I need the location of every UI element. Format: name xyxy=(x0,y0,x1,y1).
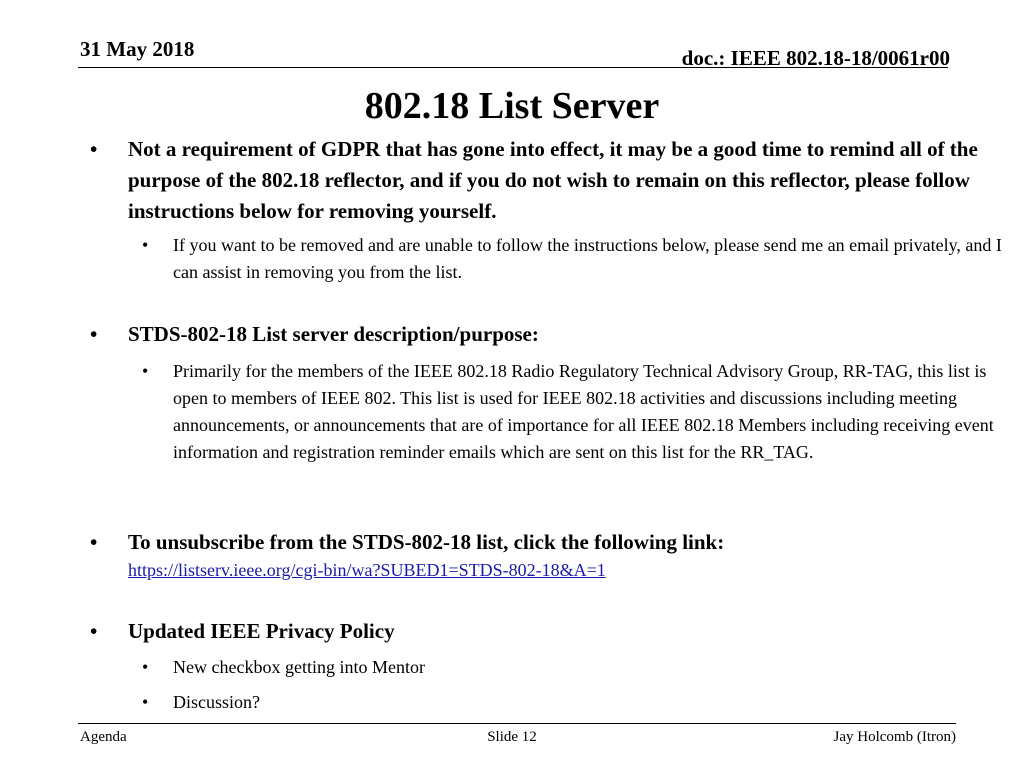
bullet-privacy-policy: Updated IEEE Privacy Policy xyxy=(128,619,395,643)
footer-author: Jay Holcomb (Itron) xyxy=(833,729,956,745)
sub-bullet-marker: • xyxy=(142,235,149,255)
slide-title: 802.18 List Server xyxy=(364,85,660,127)
bullet-list-description: STDS-802-18 List server description/purpose: xyxy=(128,322,539,346)
footer-left: Agenda xyxy=(80,729,127,745)
sub-bullet-marker: • xyxy=(142,657,149,677)
bullet-unsubscribe: To unsubscribe from the STDS-802-18 list, click the following link: xyxy=(128,530,725,554)
header-doc-id: doc.: IEEE 802.18-18/0061r00 xyxy=(681,46,950,70)
sub-bullet-marker: • xyxy=(142,361,149,381)
sub-bullet-list-purpose: Primarily for the members of the IEEE 802.18 Radio Regulatory Technical Advisory Group, RR-TAG, this list is open to members of IEEE 802. This list is used for IEEE 802.18 activities and discussions including meeting announcements, or announcements that are of importance for all IEEE 802.18 Members including receiving event information and registration reminder emails which are sent on this list for the RR_TAG. xyxy=(173,361,994,462)
header-date: 31 May 2018 xyxy=(80,37,195,61)
sub-bullet-mentor-checkbox: New checkbox getting into Mentor xyxy=(173,657,425,677)
sub-bullet-marker: • xyxy=(142,692,149,712)
bullet-marker: • xyxy=(90,619,98,643)
bullet-marker: • xyxy=(90,322,98,346)
unsubscribe-link[interactable]: https://listserv.ieee.org/cgi-bin/wa?SUBED1=STDS-802-18&A=1 xyxy=(128,560,606,580)
header-divider xyxy=(78,67,948,68)
sub-bullet-discussion: Discussion? xyxy=(173,692,260,712)
bullet-marker: • xyxy=(90,530,98,554)
sub-bullet-removal-help: If you want to be removed and are unable to follow the instructions below, please send me an email privately, and I can assist in removing you from the list. xyxy=(173,235,1002,282)
bullet-marker: • xyxy=(90,137,98,161)
bullet-gdpr-reminder: Not a requirement of GDPR that has gone into effect, it may be a good time to remind all of the purpose of the 802.18 reflector, and if you do not wish to remain on this reflector, please follow instructions below for removing yourself. xyxy=(128,137,978,223)
slide-number: Slide 12 xyxy=(487,729,537,745)
footer-divider xyxy=(78,723,956,724)
